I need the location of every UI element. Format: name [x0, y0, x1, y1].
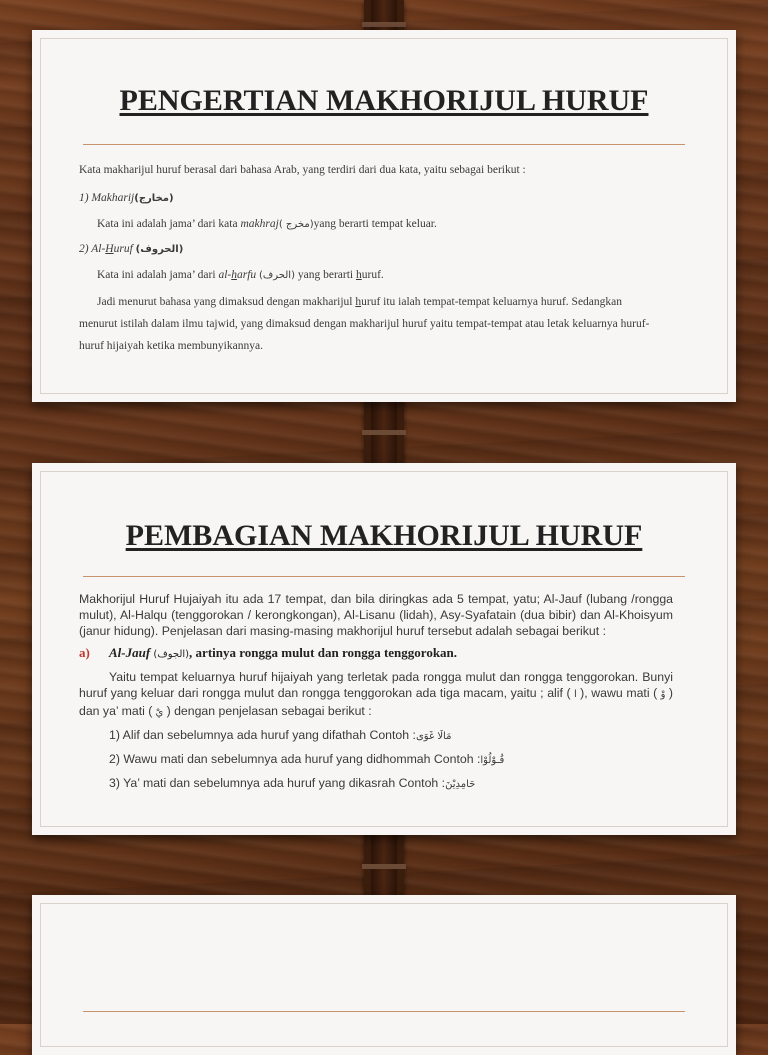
slide-frame: [40, 903, 728, 1047]
subheading-al-jauf: a) Al-Jauf (الجوف), artinya rongga mulut dan rongga tenggorokan.: [79, 645, 458, 660]
al-jauf-description: Yaitu tempat keluarnya huruf hijaiyah yang terletak pada rongga mulut dan rongga tenggorokan. Bunyi huruf yang keluar dari rongga mulut dan rongga tenggorokan ada tiga macam, yaitu ; alif ( ا ), wawu mati ( وْ ) dan ya’ mati ( يْ ) dengan penjelasan sebagai berikut :: [79, 670, 673, 718]
slide-pengertian: [32, 30, 736, 402]
term-huruf-desc: Kata ini adalah jama’ dari al-harfu (الحرف) yang berarti huruf.: [97, 269, 384, 282]
slide-body: [79, 591, 673, 793]
definition-paragraph: Jadi menurut bahasa yang dimaksud dengan makharijul huruf itu ialah tempat-tempat keluarnya huruf. Sedangkan menurut istilah dalam ilmu tajwid, yang dimaksud dengan makharijul huruf yaitu tempat-tempat atau letak keluarnya huruf-huruf hijaiyah ketika membunyikannya.: [79, 295, 650, 352]
term-makharij-desc: Kata ini adalah jama’ dari kata makhraj( مخرج)yang berarti tempat keluar.: [97, 217, 437, 230]
title-divider: [83, 576, 685, 577]
slide-title: PEMBAGIAN MAKHORIJUL HURUF: [125, 519, 643, 552]
intro-text: Kata makharijul huruf berasal dari bahasa Arab, yang terdiri dari dua kata, yaitu sebagai berikut :: [79, 164, 526, 176]
intro-text: Makhorijul Huruf Hujaiyah itu ada 17 tempat, dan bila diringkas ada 5 tempat, yatu; Al-Jauf (lubang /rongga mulut), Al-Halqu (tenggorokan / kerongkongan), Al-Lisanu (lidah), Asy-Syafatain (dua bibir) dan Al-Khoisyum (janur hidung). Penjelasan dari masing-masing makhorijul huruf tersebut adalah sebagai berikut :: [79, 592, 673, 638]
term-makharij: 1) Makharij(مخارج): [79, 191, 174, 204]
slide-pembagian: [32, 463, 736, 835]
list-item: 3) Ya’ mati dan sebelumnya ada huruf yang dikasrah Contoh :حَامِدِيْنَ: [109, 776, 476, 790]
slide-next: [32, 895, 736, 1055]
term-huruf: 2) Al-Huruf (الحروف): [79, 243, 184, 256]
list-item: 1) Alif dan sebelumnya ada huruf yang difathah Contoh :مَالَا غَوَى: [109, 728, 452, 742]
title-divider: [83, 1011, 685, 1012]
slide-body: [79, 164, 661, 357]
title-divider: [83, 144, 685, 145]
list-item: 2) Wawu mati dan sebelumnya ada huruf yang didhommah Contoh :قُـوْلُوْا: [109, 752, 505, 766]
slide-title: PENGERTIAN MAKHORIJUL HURUF: [119, 84, 649, 117]
